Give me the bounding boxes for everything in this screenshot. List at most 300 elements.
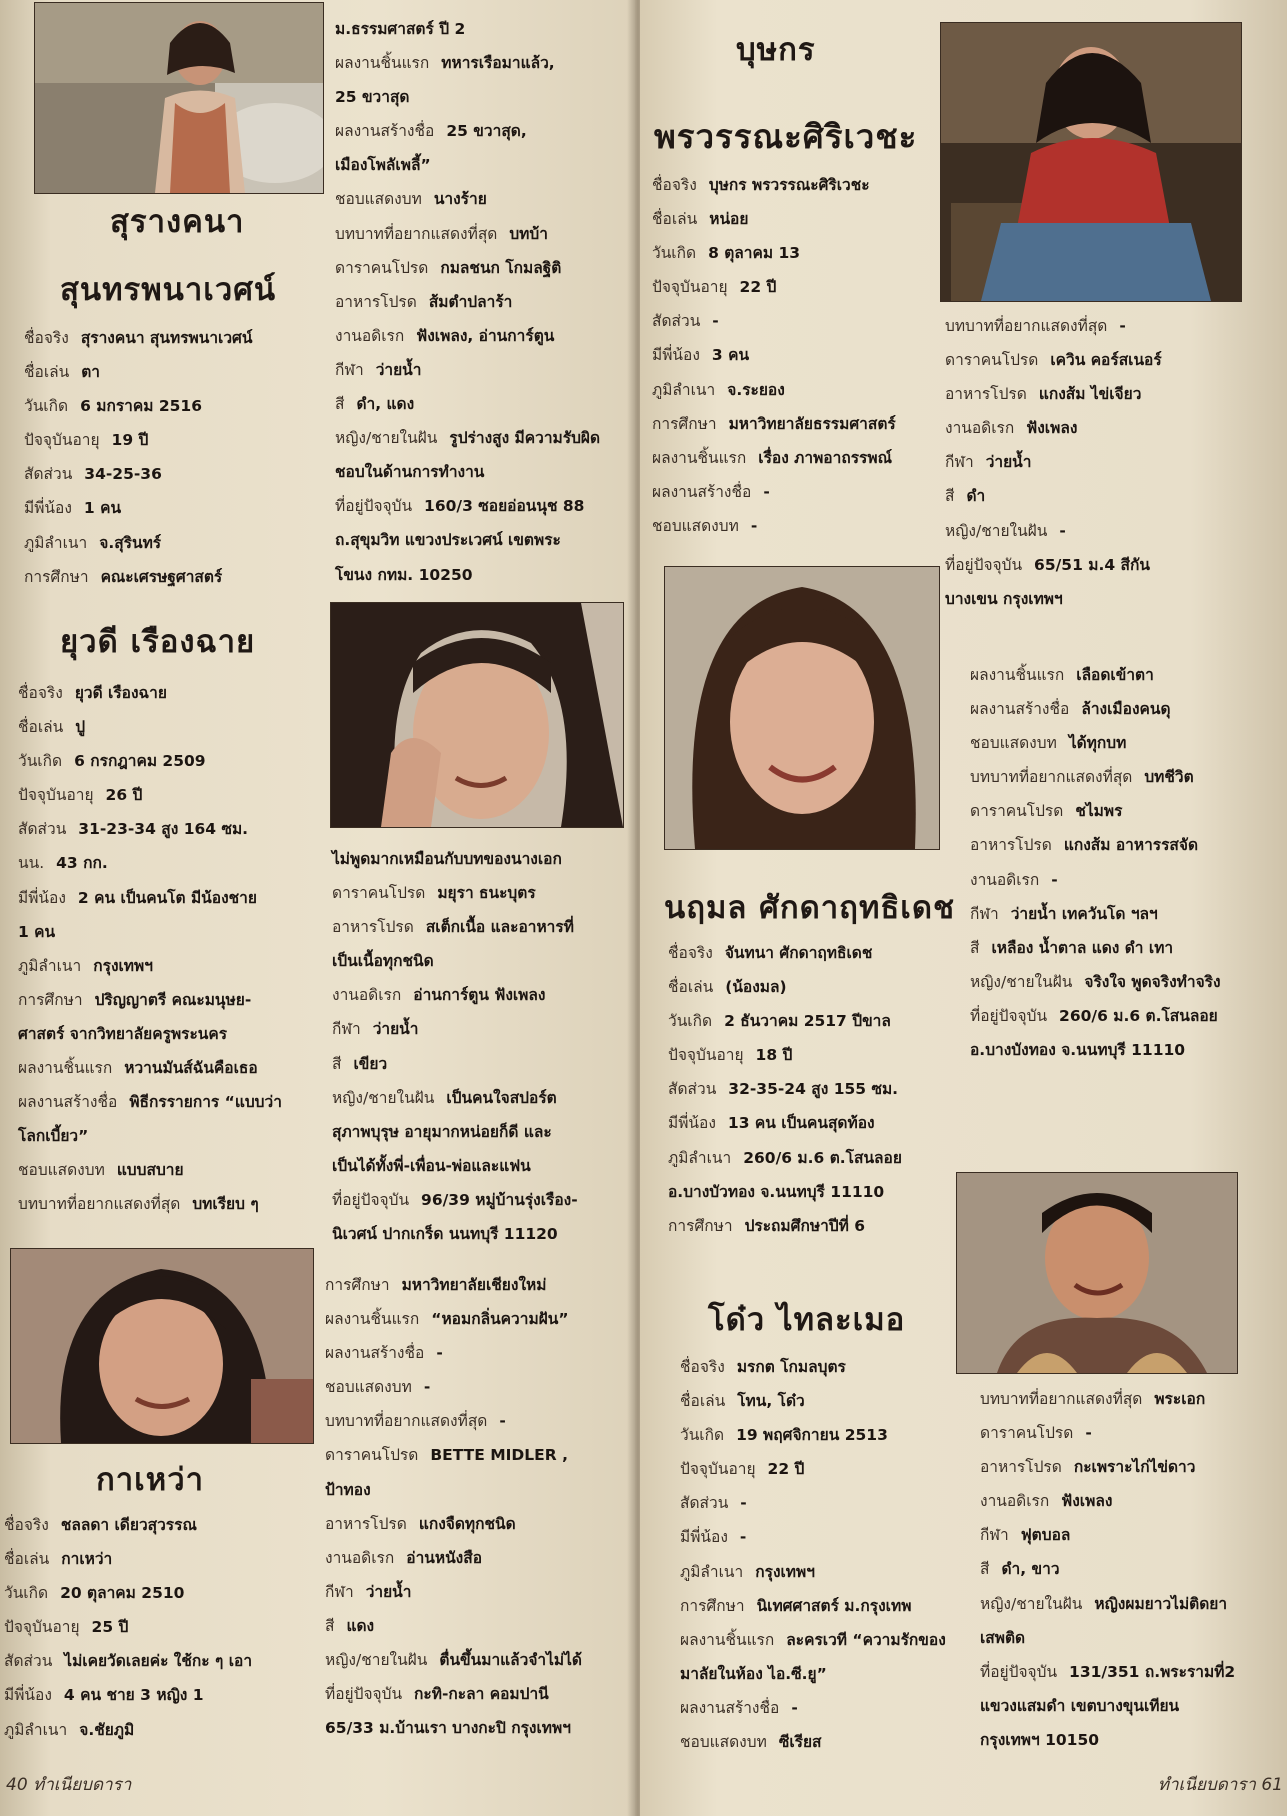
info-label: สัดส่วน xyxy=(4,1652,53,1671)
info-row xyxy=(4,1610,314,1644)
info-value: ว่ายน้ำ เทควันโด ฯลฯ xyxy=(1010,904,1158,923)
info-value: พระเอก xyxy=(1154,1390,1206,1408)
info-label: ผลงานชิ้นแรก xyxy=(652,448,747,467)
info-label: กีฬา xyxy=(325,1582,354,1601)
info-row xyxy=(332,1012,632,1046)
info-label: ผลงานสร้างชื่อ xyxy=(335,122,435,141)
info-row xyxy=(24,355,324,389)
info-label: มีพี่น้อง xyxy=(652,346,700,365)
info-value: ดำ, แดง xyxy=(356,395,415,414)
info-label: สัดส่วน xyxy=(668,1080,717,1099)
info-label: ผลงานชิ้นแรก xyxy=(680,1630,775,1649)
info-value: เป็นเนื้อทุกชนิด xyxy=(332,952,434,971)
info-value: ซีเรียส xyxy=(778,1733,822,1752)
info-row xyxy=(668,1106,958,1140)
info-row xyxy=(335,182,625,216)
info-dow xyxy=(680,1350,970,1759)
info-row xyxy=(18,983,328,1017)
info-value: ยุวดี เรืองฉาย xyxy=(74,684,167,702)
info-label: ดาราคนโปรด xyxy=(335,258,429,277)
info-row xyxy=(652,168,962,202)
info-butsakorn-continued xyxy=(945,309,1275,616)
info-label: ภูมิลำเนา xyxy=(680,1562,744,1581)
info-label: ชอบแสดงบท xyxy=(325,1378,412,1397)
info-label: ผลงานชิ้นแรก xyxy=(325,1310,420,1329)
info-row xyxy=(335,353,625,387)
photo-surangkana xyxy=(34,2,324,194)
info-value: 4 คน ชาย 3 หญิง 1 xyxy=(63,1686,204,1705)
info-row xyxy=(970,931,1280,965)
info-label: การศึกษา xyxy=(24,567,89,586)
info-label: ปัจจุบันอายุ xyxy=(668,1046,744,1065)
info-value: กรุงเทพฯ xyxy=(755,1562,815,1581)
info-label: การศึกษา xyxy=(680,1596,745,1615)
info-value: กรุงเทพฯ xyxy=(93,956,153,975)
info-value: - xyxy=(763,482,770,501)
info-row xyxy=(335,455,625,489)
info-value: 1 คน xyxy=(83,499,122,518)
info-value: ว่ายน้ำ xyxy=(985,453,1032,472)
info-label: ชื่อเล่น xyxy=(4,1550,50,1569)
info-value: - xyxy=(1119,317,1126,335)
info-value: 65/51 ม.4 สีกัน xyxy=(1034,555,1150,574)
info-label: ชอบแสดงบท xyxy=(970,734,1057,753)
info-value: ฟุตบอล xyxy=(1020,1526,1071,1545)
info-row xyxy=(332,1149,632,1183)
info-row xyxy=(945,343,1275,377)
info-label: ที่อยู่ปัจจุบัน xyxy=(325,1685,403,1704)
info-label: ดาราคนโปรด xyxy=(325,1446,419,1465)
info-value: อ่านการ์ตูน ฟังเพลง xyxy=(413,986,546,1005)
info-value: นางร้าย xyxy=(433,190,487,209)
info-value: 2 คน เป็นคนโต มีน้องชาย xyxy=(77,888,257,907)
info-row xyxy=(335,12,625,46)
info-value: ตา xyxy=(81,363,101,382)
info-value: ฟังเพลง xyxy=(1026,419,1078,438)
info-row xyxy=(980,1416,1280,1450)
info-row xyxy=(980,1587,1280,1621)
info-label: มีพี่น้อง xyxy=(18,888,66,907)
info-value: ฟังเพลง xyxy=(1061,1492,1113,1511)
info-row xyxy=(325,1609,625,1643)
info-value: มาลัยในห้อง ไอ.ซี.ยู” xyxy=(680,1664,827,1683)
info-row xyxy=(18,1119,328,1153)
info-row xyxy=(335,421,625,455)
info-value: กะเพราะไก่ไข่ดาว xyxy=(1073,1458,1196,1477)
info-row xyxy=(335,217,625,251)
info-label: สี xyxy=(335,395,345,414)
info-value: จันทนา ศักดาฤทธิเดช xyxy=(724,944,873,962)
info-value: ปริญญาตรี คณะมนุษย- xyxy=(94,990,252,1009)
left-folio: 40 ทำเนียบดารา xyxy=(6,1775,132,1795)
info-row xyxy=(668,1004,958,1038)
info-label: สัดส่วน xyxy=(18,820,67,839)
info-value: จริงใจ พูดจริงทำจริง xyxy=(1084,972,1221,991)
info-value: สุภาพบุรุษ อายุมากหน่อยก็ดี และ xyxy=(332,1122,552,1141)
info-label: วันเกิด xyxy=(24,397,69,416)
info-label: หญิง/ชายในฝัน xyxy=(980,1594,1083,1613)
info-value: โลกเบี้ยว” xyxy=(18,1127,89,1146)
info-row xyxy=(652,236,962,270)
info-value: - xyxy=(739,1528,747,1547)
info-row xyxy=(18,915,328,949)
info-value: 32-35-24 สูง 155 ซม. xyxy=(728,1080,899,1099)
info-label: ชอบแสดงบท xyxy=(680,1733,767,1752)
info-row xyxy=(18,1153,328,1187)
info-value: ชไมพร xyxy=(1075,802,1123,821)
info-row xyxy=(980,1518,1280,1552)
info-row xyxy=(335,319,625,353)
info-row xyxy=(970,658,1280,692)
info-row xyxy=(680,1486,970,1520)
info-surangkana-continued xyxy=(335,12,625,592)
info-row xyxy=(970,863,1280,897)
info-value: 25 ขวาสุด, xyxy=(446,122,527,141)
info-row xyxy=(945,479,1275,513)
info-value: 8 ตุลาคม 13 xyxy=(708,244,801,263)
info-row xyxy=(335,558,625,592)
info-value: - xyxy=(712,312,719,331)
info-kawao xyxy=(4,1508,314,1747)
info-label: ดาราคนโปรด xyxy=(945,351,1039,370)
info-row xyxy=(680,1384,970,1418)
info-label: ผลงานชิ้นแรก xyxy=(18,1059,113,1078)
info-label: สัดส่วน xyxy=(24,465,73,484)
info-row xyxy=(680,1657,970,1691)
name-surangkana-line1: สุรางคนา xyxy=(110,204,245,240)
info-label: มีพี่น้อง xyxy=(24,499,72,518)
info-row xyxy=(680,1520,970,1554)
info-label: มีพี่น้อง xyxy=(4,1686,52,1705)
info-row xyxy=(945,582,1275,616)
info-value: โทน, โด๋ว xyxy=(737,1392,805,1411)
info-row xyxy=(970,828,1280,862)
info-label: ชอบแสดงบท xyxy=(335,190,422,209)
info-label: บทบาทที่อยากแสดงที่สุด xyxy=(970,768,1133,787)
info-row xyxy=(325,1268,625,1302)
info-label: วันเกิด xyxy=(652,244,697,263)
info-value: เรื่อง ภาพอาถรรพณ์ xyxy=(758,448,892,467)
info-row xyxy=(680,1623,970,1657)
info-value: สเต็กเนื้อ และอาหารที่ xyxy=(425,918,574,937)
right-page xyxy=(640,0,1287,1816)
info-row xyxy=(652,441,962,475)
info-label: ชื่อจริง xyxy=(24,329,69,347)
info-value: 131/351 ถ.พระรามที่2 xyxy=(1069,1662,1236,1681)
info-value: 22 ปี xyxy=(739,278,777,297)
info-row xyxy=(18,778,328,812)
info-label: งานอดิเรก xyxy=(970,870,1040,889)
info-label: งานอดิเรก xyxy=(980,1492,1050,1511)
info-value: 3 คน xyxy=(711,346,750,365)
info-value: 260/6 ม.6 ต.โสนลอย xyxy=(1059,1006,1218,1025)
info-row xyxy=(4,1678,314,1712)
info-row xyxy=(332,842,632,876)
info-value: เป็นคนใจสปอร์ต xyxy=(446,1088,557,1107)
info-label: อาหารโปรด xyxy=(970,836,1052,855)
info-value: 34-25-36 xyxy=(84,465,162,484)
info-value: หน่อย xyxy=(709,210,749,229)
name-nathamon: นฤมล ศักดาฤทธิเดช xyxy=(664,890,956,926)
info-row xyxy=(680,1452,970,1486)
info-row xyxy=(18,676,328,710)
info-row xyxy=(325,1507,625,1541)
info-row xyxy=(668,1038,958,1072)
info-row xyxy=(335,489,625,523)
info-row xyxy=(980,1621,1280,1655)
info-row xyxy=(24,423,324,457)
info-row xyxy=(980,1723,1280,1757)
info-value: มหาวิทยาลัยเชียงใหม่ xyxy=(401,1276,547,1294)
info-row xyxy=(335,80,625,114)
info-yuwadee-continued xyxy=(332,842,632,1251)
info-label: ชื่อเล่น xyxy=(24,363,70,382)
info-label: บทบาทที่อยากแสดงที่สุด xyxy=(18,1195,181,1214)
info-label: ภูมิลำเนา xyxy=(652,380,716,399)
info-row xyxy=(325,1575,625,1609)
info-row xyxy=(945,377,1275,411)
info-value: 6 มกราคม 2516 xyxy=(80,397,202,416)
info-label: ที่อยู่ปัจจุบัน xyxy=(945,555,1023,574)
info-row xyxy=(945,411,1275,445)
info-label: หญิง/ชายในฝัน xyxy=(945,521,1048,540)
info-row xyxy=(18,1017,328,1051)
info-value: แดง xyxy=(346,1616,375,1635)
info-value: กะทิ-กะลา คอมปานี xyxy=(414,1685,549,1704)
info-row xyxy=(18,1051,328,1085)
info-row xyxy=(332,1217,632,1251)
info-row xyxy=(335,46,625,80)
info-label: อาหารโปรด xyxy=(980,1458,1062,1477)
info-row xyxy=(680,1418,970,1452)
info-value: ชอบในด้านการทำงาน xyxy=(335,463,485,482)
info-row xyxy=(325,1404,625,1438)
info-value: เสพติด xyxy=(980,1628,1026,1647)
info-butsakorn xyxy=(652,168,962,543)
info-row xyxy=(980,1382,1280,1416)
info-value: รูปร่างสูง มีความรับผิด xyxy=(449,429,601,448)
info-label: ชื่อจริง xyxy=(4,1516,49,1534)
info-row xyxy=(970,726,1280,760)
info-value: - xyxy=(1051,870,1058,889)
name-surangkana-line2: สุนทรพนาเวศน์ xyxy=(60,272,277,308)
info-label: มีพี่น้อง xyxy=(668,1114,716,1133)
info-row xyxy=(24,389,324,423)
info-label: ที่อยู่ปัจจุบัน xyxy=(332,1190,410,1209)
info-label: อาหารโปรด xyxy=(335,292,417,311)
info-row xyxy=(980,1689,1280,1723)
info-row xyxy=(332,944,632,978)
info-label: ผลงานสร้างชื่อ xyxy=(680,1698,780,1717)
info-row xyxy=(668,1072,958,1106)
info-value: 26 ปี xyxy=(105,786,143,805)
info-label: ผลงานสร้างชื่อ xyxy=(970,700,1070,719)
info-value: ตื่นขึ้นมาแล้วจำไม่ได้ xyxy=(439,1651,583,1670)
info-value: หวานมันส์ฉันคือเธอ xyxy=(124,1059,258,1078)
info-nathamon xyxy=(668,936,958,1243)
info-value: ละครเวที “ความรักของ xyxy=(786,1630,946,1649)
info-row xyxy=(18,1085,328,1119)
info-value: ทหารเรือมาแล้ว, xyxy=(441,54,555,73)
info-row xyxy=(332,876,632,910)
info-value: บทชีวิต xyxy=(1144,768,1194,787)
info-label: ชื่อจริง xyxy=(18,684,63,702)
info-value: 20 ตุลาคม 2510 xyxy=(60,1584,185,1603)
info-row xyxy=(652,338,962,372)
info-value: ว่ายน้ำ xyxy=(372,1020,419,1039)
info-row xyxy=(325,1677,625,1711)
info-value: พิธีกรรายการ “แบบว่า xyxy=(129,1093,282,1112)
info-row xyxy=(970,965,1280,999)
info-row xyxy=(652,270,962,304)
info-value: สุรางคนา สุนทรพนาเวศน์ xyxy=(80,329,253,347)
info-value: นิเทศศาสตร์ ม.กรุงเทพ xyxy=(756,1596,912,1615)
info-value: ไม่พูดมากเหมือนกับบทของนางเอก xyxy=(332,850,562,868)
info-value: มยุรา ธนะบุตร xyxy=(437,884,536,903)
info-row xyxy=(680,1555,970,1589)
info-label: ที่อยู่ปัจจุบัน xyxy=(335,497,413,516)
info-value: ม.ธรรมศาสตร์ ปี 2 xyxy=(335,20,466,38)
info-row xyxy=(325,1473,625,1507)
info-row xyxy=(335,387,625,421)
name-yuwadee: ยุวดี เรืองฉาย xyxy=(60,624,256,660)
info-value: ชลลดา เดียวสุวรรณ xyxy=(60,1516,197,1534)
info-row xyxy=(325,1541,625,1575)
info-label: การศึกษา xyxy=(325,1276,390,1294)
info-value: คณะเศรษฐศาสตร์ xyxy=(100,567,223,586)
info-row xyxy=(945,309,1275,343)
info-label: งานอดิเรก xyxy=(325,1548,395,1567)
info-label: กีฬา xyxy=(945,453,974,472)
info-value: เป็นได้ทั้งพี่-เพื่อน-พ่อและแฟน xyxy=(332,1156,531,1175)
info-label: งานอดิเรก xyxy=(945,419,1015,438)
info-value: 43 กก. xyxy=(56,854,108,873)
info-row xyxy=(24,491,324,525)
info-label: กีฬา xyxy=(970,904,999,923)
info-label: ภูมิลำเนา xyxy=(4,1720,68,1739)
info-row xyxy=(332,1115,632,1149)
info-surangkana xyxy=(24,321,324,594)
info-value: 260/6 ม.6 ต.โสนลอย xyxy=(743,1148,902,1167)
info-value: จ.ชัยภูมิ xyxy=(79,1720,135,1739)
name-butsakorn-line2: พรวรรณะศิริเวชะ xyxy=(654,117,918,156)
info-value: ส้มตำปลาร้า xyxy=(428,292,513,311)
info-label: ผลงานสร้างชื่อ xyxy=(325,1344,425,1363)
info-row xyxy=(980,1552,1280,1586)
info-value: - xyxy=(750,516,758,535)
info-label: ชื่อเล่น xyxy=(680,1392,726,1411)
info-row xyxy=(335,285,625,319)
info-row xyxy=(970,794,1280,828)
info-row xyxy=(335,523,625,557)
info-dow-continued xyxy=(980,1382,1280,1757)
info-row xyxy=(332,910,632,944)
info-row xyxy=(980,1484,1280,1518)
info-row xyxy=(18,881,328,915)
info-label: ปัจจุบันอายุ xyxy=(680,1460,756,1479)
info-value: 96/39 หมู่บ้านรุ่งเรือง- xyxy=(421,1190,578,1209)
info-label: นน. xyxy=(18,854,45,873)
info-value: จ.สุรินทร์ xyxy=(99,533,162,552)
info-row xyxy=(24,560,324,594)
info-value: อ.บางบัวทอง จ.นนทบุรี 11110 xyxy=(668,1182,885,1201)
info-row xyxy=(332,1081,632,1115)
info-value: ได้ทุกบท xyxy=(1068,734,1127,753)
info-row xyxy=(970,999,1280,1033)
info-value: 65/33 ม.บ้านเรา บางกะปิ กรุงเทพฯ xyxy=(325,1719,571,1738)
info-label: วันเกิด xyxy=(18,752,63,771)
photo-kawao xyxy=(10,1248,314,1444)
info-value: มรกต โกมลบุตร xyxy=(736,1358,846,1376)
info-row xyxy=(970,692,1280,726)
info-value: 31-23-34 สูง 164 ซม. xyxy=(78,820,249,839)
info-value: เมืองโพลัเพลี้” xyxy=(335,156,431,175)
info-label: ปัจจุบันอายุ xyxy=(18,786,94,805)
info-value: ดำ, ขาว xyxy=(1001,1560,1060,1579)
info-kawao-continued xyxy=(325,1268,625,1745)
info-label: ดาราคนโปรด xyxy=(970,802,1064,821)
info-row xyxy=(18,846,328,880)
info-label: มีพี่น้อง xyxy=(680,1528,728,1547)
info-label: สัดส่วน xyxy=(680,1494,729,1513)
info-row xyxy=(325,1643,625,1677)
info-value: จ.ระยอง xyxy=(727,380,785,399)
info-value: - xyxy=(423,1378,431,1397)
info-label: อาหารโปรด xyxy=(945,385,1027,404)
info-label: งานอดิเรก xyxy=(335,326,405,345)
name-butsakorn-line1: บุษกร xyxy=(736,32,816,68)
info-label: ผลงานสร้างชื่อ xyxy=(652,482,752,501)
info-row xyxy=(335,148,625,182)
name-dow: โด๋ว ไทละเมอ xyxy=(708,1302,906,1338)
info-row xyxy=(332,978,632,1012)
info-label: กีฬา xyxy=(980,1526,1009,1545)
info-value: BETTE MIDLER , xyxy=(430,1446,568,1465)
info-label: วันเกิด xyxy=(4,1584,49,1603)
info-row xyxy=(335,251,625,285)
info-label: กีฬา xyxy=(335,360,364,379)
info-value: กรุงเทพฯ 10150 xyxy=(980,1730,1100,1749)
info-label: บทบาทที่อยากแสดงที่สุด xyxy=(980,1390,1143,1408)
info-label: สี xyxy=(332,1054,342,1073)
info-value: 1 คน xyxy=(18,922,56,941)
info-value: - xyxy=(740,1494,747,1513)
info-value: - xyxy=(1059,521,1066,540)
info-row xyxy=(4,1644,314,1678)
info-label: ชื่อเล่น xyxy=(18,718,64,737)
info-label: ปัจจุบันอายุ xyxy=(4,1618,80,1637)
info-value: ป้าทอง xyxy=(325,1480,371,1499)
info-row xyxy=(332,1183,632,1217)
info-label: สัดส่วน xyxy=(652,312,701,331)
info-row xyxy=(24,321,324,355)
info-value: ว่ายน้ำ xyxy=(365,1582,412,1601)
info-row xyxy=(668,936,958,970)
info-value: อ่านหนังสือ xyxy=(406,1548,483,1567)
info-label: อาหารโปรด xyxy=(325,1514,407,1533)
info-row xyxy=(945,514,1275,548)
info-label: ภูมิลำเนา xyxy=(24,533,88,552)
info-value: “หอมกลิ่นความฝัน” xyxy=(431,1310,569,1329)
info-row xyxy=(4,1508,314,1542)
info-label: ชอบแสดงบท xyxy=(652,516,739,535)
info-label: ชื่อจริง xyxy=(668,944,713,962)
info-label: ผลงานชิ้นแรก xyxy=(335,54,430,73)
info-label: บทบาทที่อยากแสดงที่สุด xyxy=(335,224,498,243)
info-value: นิเวศน์ ปากเกร็ด นนทบุรี 11120 xyxy=(332,1225,558,1244)
info-value: (น้องมล) xyxy=(725,978,787,997)
info-value: แกงส้ม ไข่เจียว xyxy=(1038,385,1142,404)
